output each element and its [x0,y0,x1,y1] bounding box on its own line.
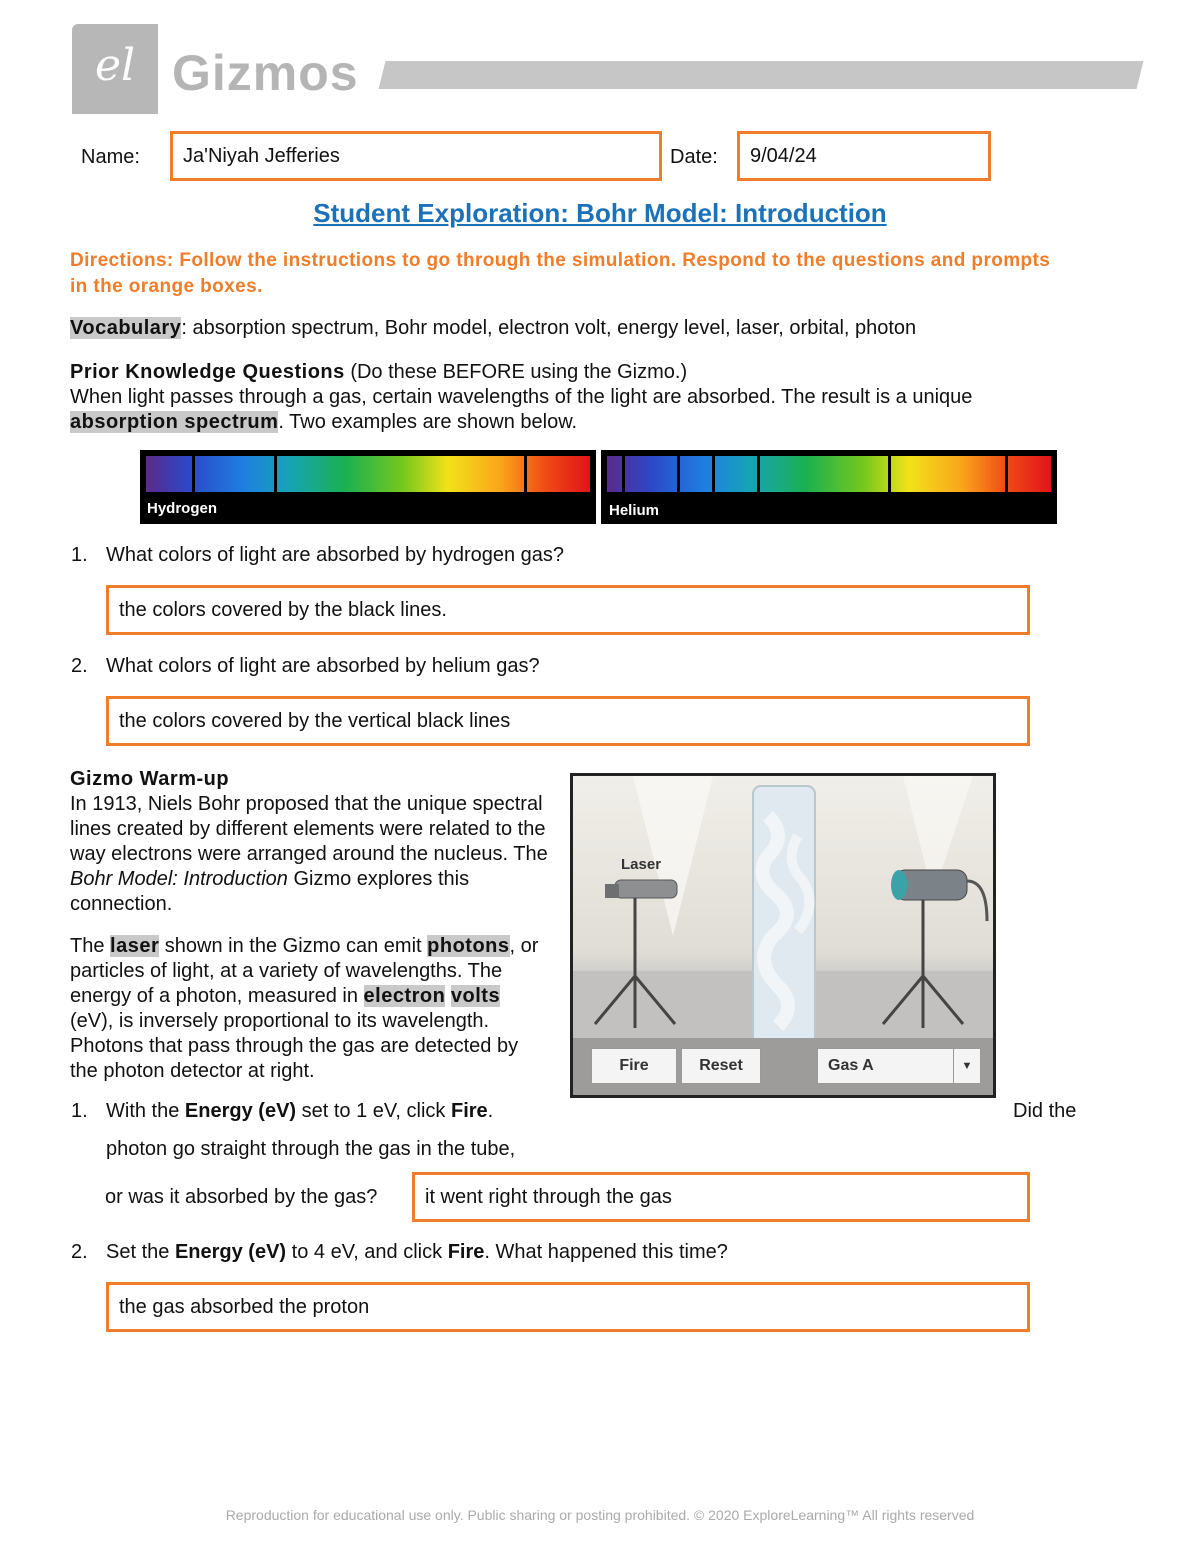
page-title: Student Exploration: Bohr Model: Introduction [313,198,887,228]
gizmos-brand: Gizmos [172,45,359,101]
prior-q2-text: What colors of light are absorbed by helium gas? [106,655,540,677]
laser-device [615,880,677,898]
hydrogen-label: Hydrogen [147,500,218,517]
prior-q2-num: 2. [71,655,88,677]
warmup-q2-answer-box[interactable] [106,1282,1030,1332]
warmup-p2: The laser shown in the Gizmo can emit photons, or particles of light, at a variety of wavelengths. The energy of a photon, measured in electron volts (eV), is inversely proportional to its wavelength. Photons that pass through the gas are detected by the photon detector at right. [70,935,539,1082]
prior-note: (Do these BEFORE using the Gizmo.) [344,361,688,383]
warmup-q1-text: With the Energy (eV) set to 1 eV, click Fire. [106,1100,494,1122]
warmup-heading: Gizmo Warm-up [70,768,230,790]
warmup-p1: In 1913, Niels Bohr proposed that the unique spectral lines created by different elements were related to the way electrons were arranged around the nucleus. The Bohr Model: Introduction Gizmo explores this connection. [70,793,548,915]
volts-term: volts [450,985,501,1007]
header-bar [379,61,1144,89]
vocabulary-text: : absorption spectrum, Bohr model, electron volt, energy level, laser, orbital, photon [181,317,917,339]
fire-button[interactable]: Fire [591,1048,677,1084]
warmup-q1-answer: it went right through the gas [425,1185,672,1208]
name-value: Ja'Niyah Jefferies [183,144,340,167]
warmup-q1-num: 1. [71,1100,88,1122]
warmup-q1-line3: or was it absorbed by the gas? [105,1186,378,1208]
prior-knowledge [70,360,1130,435]
vocabulary-label: Vocabulary [70,317,182,339]
prior-line1: When light passes through a gas, certain wavelengths of the light are absorbed. The result is a unique [70,386,973,408]
date-field[interactable] [737,131,991,181]
warmup-q2-answer: the gas absorbed the proton [119,1295,370,1318]
warmup-q2-text: Set the Energy (eV) to 4 eV, and click Fire. What happened this time? [106,1241,728,1263]
directions: Directions: Follow the instructions to go through the simulation. Respond to the questions and prompts in the orange boxes. [70,250,1051,297]
gizmo-screenshot [570,773,996,1098]
warmup-q2-num: 2. [71,1241,88,1263]
laser-term: laser [110,935,160,957]
warmup-q1-line2: photon go straight through the gas in the tube, [106,1138,516,1160]
laser-label: Laser [621,856,662,873]
name-field[interactable] [170,131,662,181]
helium-label: Helium [609,502,660,519]
prior-q2-answer-box[interactable] [106,696,1030,746]
prior-q2-answer: the colors covered by the vertical black lines [119,709,511,732]
date-value: 9/04/24 [750,144,817,167]
helium-spectrum [601,450,1057,524]
prior-line2: . Two examples are shown below. [278,411,578,433]
electron-term: electron [363,985,446,1007]
absorption-spectrum-term: absorption spectrum [70,411,279,433]
prior-q1-answer: the colors covered by the black lines. [119,598,447,621]
footer: Reproduction for educational use only. Public sharing or posting prohibited. © 2020 ExploreLearning™ All rights reserved [225,1507,975,1523]
vocabulary [70,316,1130,341]
hydrogen-spectrum [140,450,596,524]
photons-term: photons [427,935,510,957]
warmup-q1-text-cont: Did the [1013,1100,1077,1122]
warmup-section [70,767,556,1084]
warmup-q1-answer-box[interactable] [412,1172,1030,1222]
date-label: Date: [670,146,718,168]
name-label: Name: [81,146,140,168]
prior-q1-text: What colors of light are absorbed by hydrogen gas? [106,544,565,566]
logo-glyph: el [94,40,136,91]
gas-select[interactable] [817,1048,981,1084]
prior-heading: Prior Knowledge Questions [70,361,345,383]
reset-button[interactable]: Reset [681,1048,761,1084]
prior-q1-answer-box[interactable] [106,585,1030,635]
prior-q1-num: 1. [71,544,88,566]
gas-select-value: Gas A [828,1057,874,1074]
chevron-down-icon[interactable]: ▼ [953,1049,980,1083]
